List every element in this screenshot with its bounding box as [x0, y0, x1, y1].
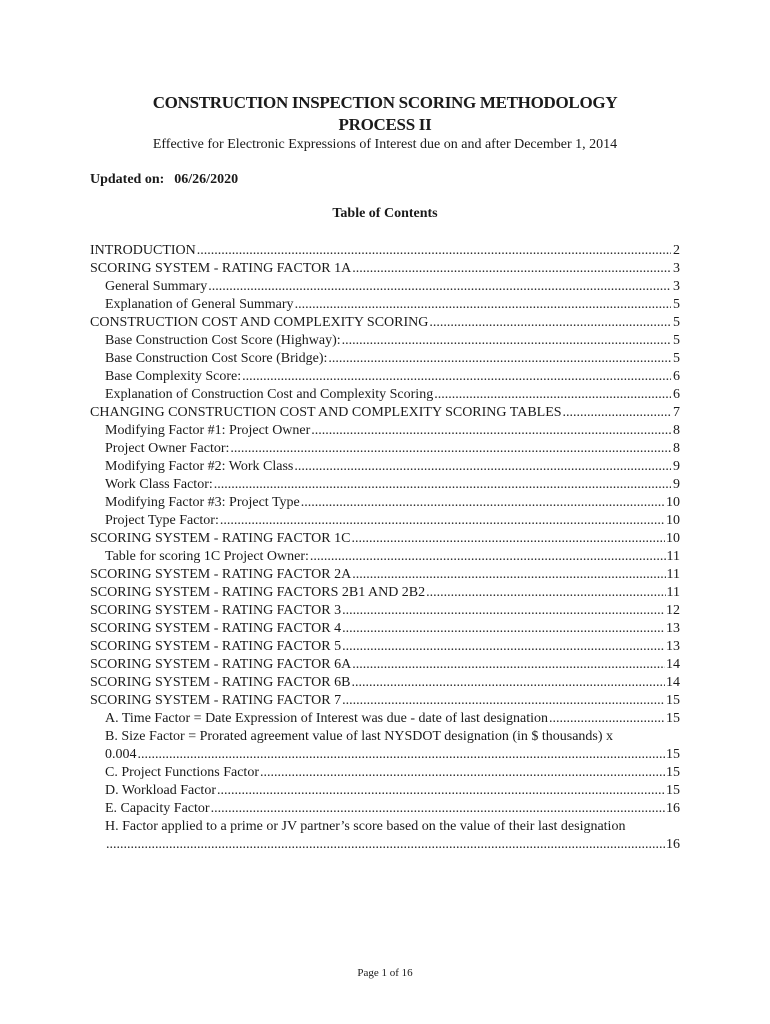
- document-title-line-1: CONSTRUCTION INSPECTION SCORING METHODOLOGY: [152, 93, 618, 112]
- page-number: Page 1 of 16: [357, 967, 413, 979]
- toc-entry[interactable]: A. Time Factor = Date Expression of Interest was due - date of last designation ..... 15: [90, 710, 680, 728]
- toc-entry[interactable]: Project Type Factor: ..... 10: [90, 512, 680, 530]
- toc-entry[interactable]: SCORING SYSTEM - RATING FACTOR 2A ..... 11: [90, 566, 680, 584]
- toc-entry[interactable]: Base Complexity Score: ..... 6: [90, 368, 680, 386]
- toc-entry[interactable]: CONSTRUCTION COST AND COMPLEXITY SCORING ..... 5: [90, 314, 680, 332]
- toc-entry[interactable]: Base Construction Cost Score (Highway): ..... 5: [90, 332, 680, 350]
- toc-entry-wrapped-line[interactable]: H. Factor applied to a prime or JV partner’s score based on the value of their last designation: [105, 819, 626, 834]
- toc-entry[interactable]: SCORING SYSTEM - RATING FACTOR 4 ..... 13: [90, 620, 680, 638]
- toc-entry[interactable]: Explanation of General Summary ..... 5: [90, 296, 680, 314]
- toc-entry[interactable]: CHANGING CONSTRUCTION COST AND COMPLEXITY SCORING TABLES ..... 7: [90, 404, 680, 422]
- toc-entry[interactable]: General Summary ..... 3: [90, 278, 680, 296]
- toc-entry[interactable]: SCORING SYSTEM - RATING FACTOR 1C ..... 10: [90, 530, 680, 548]
- table-of-contents: [90, 242, 680, 854]
- document-title-line-2: PROCESS II: [338, 115, 432, 134]
- toc-entry[interactable]: C. Project Functions Factor ..... 15: [90, 764, 680, 782]
- toc-entry[interactable]: D. Workload Factor ..... 15: [90, 782, 680, 800]
- toc-entry[interactable]: SCORING SYSTEM - RATING FACTOR 7 ..... 15: [90, 692, 680, 710]
- toc-entry[interactable]: ..... 16: [90, 836, 680, 854]
- toc-entry[interactable]: Project Owner Factor: ..... 8: [90, 440, 680, 458]
- toc-entry[interactable]: 0.004 ..... 15: [90, 746, 680, 764]
- toc-entry[interactable]: Modifying Factor #3: Project Type ..... 10: [90, 494, 680, 512]
- updated-line: [90, 172, 238, 188]
- toc-entry[interactable]: Modifying Factor #1: Project Owner ..... 8: [90, 422, 680, 440]
- toc-entry[interactable]: SCORING SYSTEM - RATING FACTOR 6B ..... 14: [90, 674, 680, 692]
- toc-entry[interactable]: SCORING SYSTEM - RATING FACTORS 2B1 AND 2B2 ..... 11: [90, 584, 680, 602]
- toc-heading: Table of Contents: [332, 206, 438, 221]
- toc-entry[interactable]: SCORING SYSTEM - RATING FACTOR 3 ..... 12: [90, 602, 680, 620]
- toc-entry[interactable]: Table for scoring 1C Project Owner: ..... 11: [90, 548, 680, 566]
- document-subtitle: Effective for Electronic Expressions of Interest due on and after December 1, 2014: [152, 137, 618, 152]
- toc-entry[interactable]: SCORING SYSTEM - RATING FACTOR 1A ..... 3: [90, 260, 680, 278]
- updated-label: Updated on:: [90, 172, 165, 187]
- toc-entry-wrapped-line[interactable]: B. Size Factor = Prorated agreement value of last NYSDOT designation (in $ thousands) x: [105, 729, 614, 744]
- updated-date: 06/26/2020: [174, 172, 239, 187]
- toc-entry[interactable]: E. Capacity Factor ..... 16: [90, 800, 680, 818]
- toc-entry[interactable]: Modifying Factor #2: Work Class ..... 9: [90, 458, 680, 476]
- toc-entry[interactable]: INTRODUCTION ..... 2: [90, 242, 680, 260]
- toc-entry[interactable]: SCORING SYSTEM - RATING FACTOR 5 ..... 13: [90, 638, 680, 656]
- toc-entry[interactable]: SCORING SYSTEM - RATING FACTOR 6A ..... 14: [90, 656, 680, 674]
- toc-entry[interactable]: Base Construction Cost Score (Bridge): ..... 5: [90, 350, 680, 368]
- toc-entry[interactable]: Explanation of Construction Cost and Complexity Scoring ..... 6: [90, 386, 680, 404]
- toc-entry[interactable]: Work Class Factor: ..... 9: [90, 476, 680, 494]
